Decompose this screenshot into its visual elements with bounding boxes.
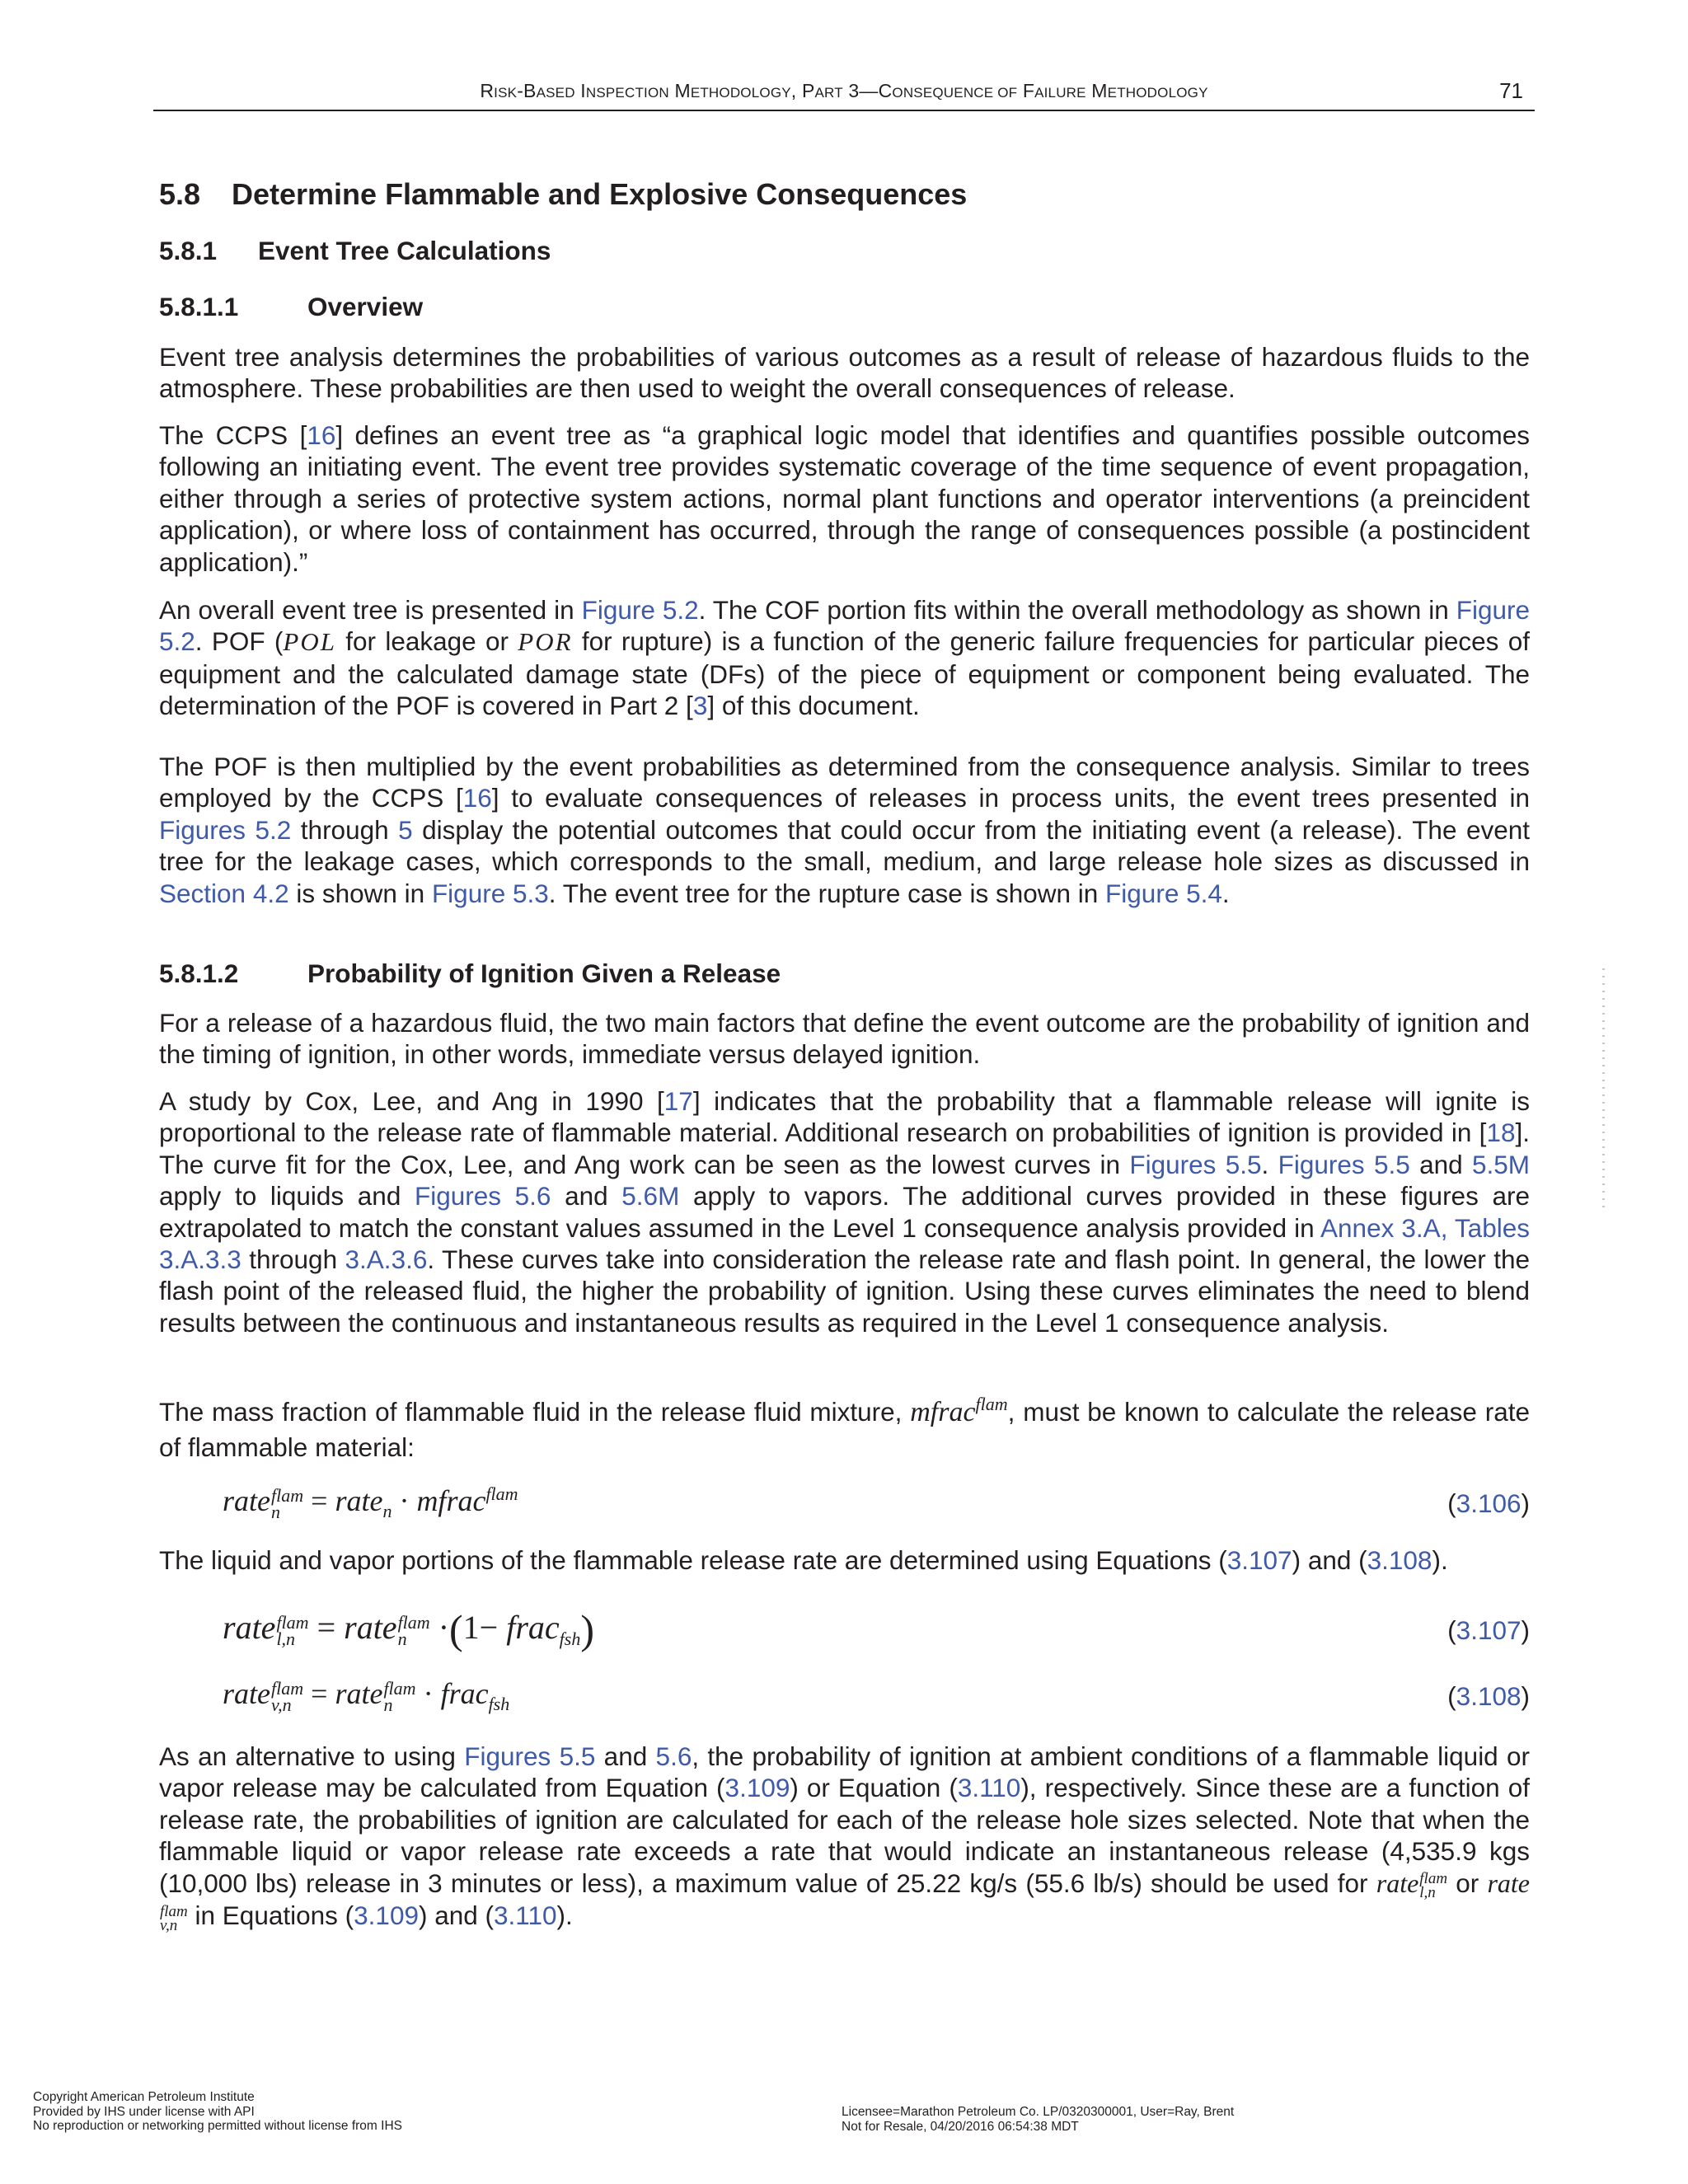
figure-link[interactable]: Figures 5.6: [414, 1181, 551, 1212]
paragraph-alternative: As an alternative to using Figures 5.5 and 5.6, the probability of ignition at ambient conditions of a flammable liquid or vapor release may be calculated from Equation (3.109) or Equation (3.110), respectively. Since these are a function of release rate, the probabilities of ignition are calculated for each of the release hole sizes selected. Note that when the flammable liquid or vapor release rate exceeds a rate that would indicate an instantaneous release (4,535.9 kgs (10,000 lbs) release in 3 minutes or less), a maximum value of 25.22 kg/s (55.6 lb/s) should be used for rate flam l,n or rate flam v,n in Equations (3.109) and (3.110).: [159, 1741, 1531, 1934]
equation-link[interactable]: 3.107: [1226, 1545, 1292, 1575]
figure-link[interactable]: 5.5M: [1471, 1149, 1531, 1179]
figure-link[interactable]: Figure 5.2: [159, 595, 1530, 657]
subsubsection-heading-overview: [159, 292, 423, 322]
section-title: Determine Flammable and Explosive Consequences: [232, 177, 968, 211]
rate-vn-symbol: rate flam v,n: [160, 1868, 1530, 1934]
figure-link[interactable]: Figure 5.3: [431, 878, 549, 908]
paragraph-main-factors: For a release of a hazardous fluid, the two main factors that define the event outcome are the probability of ignition and the timing of ignition, in other words, immediate versus delayed ignition.: [159, 1008, 1530, 1070]
paragraph-ccps-definition: The CCPS [16] defines an event tree as “a graphical logic model that identifies and quantifies possible outcomes following an initiating event. The event tree provides systematic coverage of the time sequence of event propagation, either through a series of protective system actions, normal plant functions and operator interventions (a preincident application), or where loss of containment has occurred, through the range of consequences possible (a postincident application).”: [159, 420, 1530, 577]
pol-symbol: POL: [283, 627, 336, 657]
section-link[interactable]: Section 4.2: [159, 878, 289, 908]
figure-link[interactable]: 5: [398, 814, 413, 845]
rate-ln-symbol: rate flam l,n: [1376, 1868, 1448, 1902]
page-number: 71: [1499, 78, 1523, 103]
equation-number: (3.106): [1447, 1488, 1530, 1518]
figure-link[interactable]: Figures 5.5: [464, 1741, 596, 1771]
equation-formula: rate flam v,n = rate flam n · frac$_{fsh}$: [223, 1677, 510, 1715]
paragraph-pof-multiplied: The POF is then multiplied by the event probabilities as determined from the consequence analysis. Similar to trees employed by the CCPS [16] to evaluate consequences of releases in process units, the event trees presented in Figures 5.2 through 5 display the potential outcomes that could occur from the initiating event (a release). The event tree for the leakage cases, which corresponds to the small, medium, and large release hole sizes as discussed in Section 4.2 is shown in Figure 5.3. The event tree for the rupture case is shown in Figure 5.4.: [159, 752, 1531, 908]
equation-link[interactable]: 3.107: [1456, 1615, 1522, 1645]
reference-link[interactable]: 18: [1486, 1118, 1516, 1148]
table-link[interactable]: Annex 3.A, Tables 3.A.3.3: [159, 1212, 1530, 1275]
subsubsection-number: 5.8.1.2: [159, 958, 239, 988]
paragraph-overall-event-tree: An overall event tree is presented in Figure 5.2. The COF portion fits within the overall methodology as shown in Figure 5.2. POF (POL for leakage or POR for rupture) is a function of the generic failure frequencies for particular pieces of equipment and the calculated damage state (DFs) of the piece of equipment or component being evaluated. The determination of the POF is covered in Part 2 [3] of this document.: [159, 595, 1530, 721]
por-symbol: POR: [518, 627, 573, 657]
margin-watermark: [1602, 968, 1605, 1207]
running-header: [153, 78, 1535, 111]
equation-link[interactable]: 3.109: [354, 1900, 419, 1931]
reference-link[interactable]: 16: [462, 783, 492, 813]
figure-link[interactable]: Figures 5.2: [159, 814, 292, 845]
equation-formula: rate flam l,n = rate flam n ·(1− frac$_{fsh}$): [223, 1606, 595, 1652]
subsubsection-number: 5.8.1.1: [159, 292, 239, 321]
figure-link[interactable]: Figures 5.5: [1129, 1149, 1262, 1179]
equation-link[interactable]: 3.110: [494, 1900, 557, 1931]
subsubsection-title: Probability of Ignition Given a Release: [307, 958, 781, 988]
reference-link[interactable]: 3: [692, 691, 708, 721]
equation-link[interactable]: 3.106: [1456, 1488, 1522, 1518]
equation-link[interactable]: 3.109: [724, 1773, 790, 1803]
footer-copyright: Copyright American Petroleum Institute Provided by IHS under license with API No reproduction or networking permitted without license from IHS: [33, 2090, 402, 2133]
subsection-heading: [159, 236, 551, 266]
subsection-title: Event Tree Calculations: [258, 236, 551, 265]
equation-3-108: [159, 1676, 1530, 1718]
table-link[interactable]: 3.A.3.6: [345, 1244, 428, 1275]
paragraph-mass-fraction: The mass fraction of flammable fluid in the release fluid mixture, mfrac$^{flam}$, must be known to calculate the release rate of flammable material:: [159, 1394, 1531, 1462]
subsubsection-heading-ignition: [159, 958, 781, 989]
equation-3-106: [159, 1483, 1530, 1525]
mfrac-symbol: mfrac$^{flam}$: [910, 1394, 1008, 1427]
running-header-title: RISK-BASED INSPECTION METHODOLOGY, PART 3—CONSEQUENCE OF FAILURE METHODOLOGY: [480, 80, 1208, 101]
figure-link[interactable]: Figures 5.5: [1278, 1149, 1410, 1179]
figure-link[interactable]: 5.6: [655, 1741, 692, 1771]
equation-3-107: [159, 1605, 1530, 1655]
equation-number: (3.107): [1447, 1615, 1530, 1645]
equation-number: (3.108): [1447, 1681, 1530, 1711]
reference-link[interactable]: 16: [307, 420, 336, 450]
figure-link[interactable]: Figure 5.2: [581, 595, 699, 625]
figure-link[interactable]: Figure 5.4: [1105, 878, 1222, 908]
paragraph-cox-lee-ang: A study by Cox, Lee, and Ang in 1990 [17] indicates that the probability that a flammable release will ignite is proportional to the release rate of flammable material. Additional research on probabilities of ignition is provided in [18]. The curve fit for the Cox, Lee, and Ang work can be seen as the lowest curves in Figures 5.5. Figures 5.5 and 5.5M apply to liquids and Figures 5.6 and 5.6M apply to vapors. The additional curves provided in these figures are extrapolated to match the constant values assumed in the Level 1 consequence analysis provided in Annex 3.A, Tables 3.A.3.3 through 3.A.3.6. These curves take into consideration the release rate and flash point. In general, the lower the flash point of the released fluid, the higher the probability of ignition. Using these curves eliminates the need to blend results between the continuous and instantaneous results as required in the Level 1 consequence analysis.: [159, 1086, 1531, 1338]
equation-link[interactable]: 3.110: [957, 1773, 1021, 1803]
equation-link[interactable]: 3.108: [1367, 1545, 1432, 1575]
equation-link[interactable]: 3.108: [1456, 1681, 1522, 1711]
subsubsection-title: Overview: [307, 292, 424, 321]
figure-link[interactable]: 5.6M: [621, 1181, 680, 1212]
section-heading: [159, 177, 967, 212]
subsection-number: 5.8.1: [159, 236, 218, 265]
section-number: 5.8: [159, 177, 201, 211]
reference-link[interactable]: 17: [663, 1086, 693, 1116]
paragraph-event-tree-intro: Event tree analysis determines the probabilities of various outcomes as a result of release of hazardous fluids to the atmosphere. These probabilities are then used to weight the overall consequences of release.: [159, 342, 1530, 404]
paragraph-liquid-vapor-portions: The liquid and vapor portions of the flammable release rate are determined using Equations (3.107) and (3.108).: [159, 1545, 1448, 1575]
equation-formula: rate flam n = rate$_n$ · mfrac$^{flam}$: [223, 1483, 518, 1522]
footer-license: Licensee=Marathon Petroleum Co. LP/0320300001, User=Ray, Brent Not for Resale, 04/20/2016 06:54:38 MDT: [842, 2105, 1235, 2134]
